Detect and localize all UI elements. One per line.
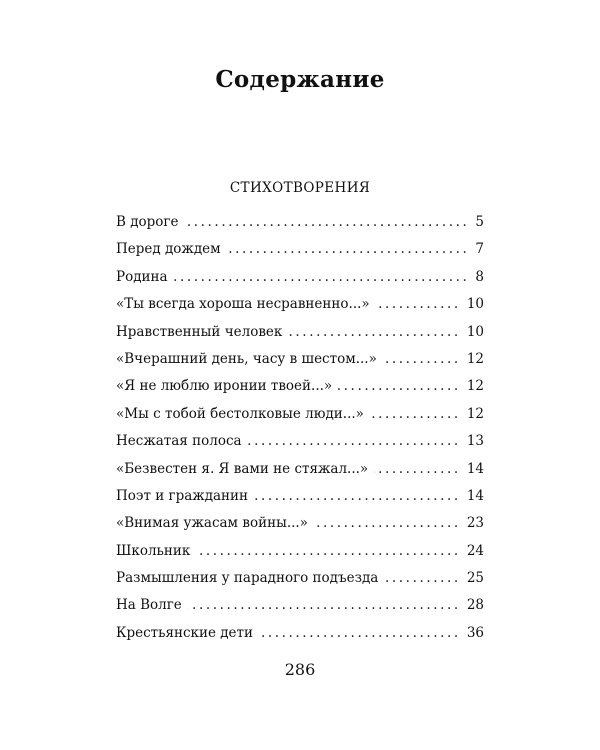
toc-dot-leader [376, 296, 461, 312]
toc-entry[interactable] [116, 406, 484, 433]
toc-entry[interactable] [116, 378, 484, 405]
toc-entry-page: 36 [466, 624, 484, 641]
toc-dot-leader [374, 461, 461, 477]
toc-entry[interactable] [116, 488, 484, 515]
toc-entry[interactable] [116, 570, 484, 597]
toc-entry-title: «Я не люблю иронии твоей...» [116, 378, 333, 395]
toc-dot-leader [314, 515, 461, 531]
toc-entry[interactable] [116, 433, 484, 460]
toc-dot-leader [188, 597, 461, 613]
toc-entry-page: 12 [466, 378, 484, 395]
toc-entry-page: 28 [466, 597, 484, 614]
toc-entry-title: «Безвестен я. Я вами не стяжал...» [116, 460, 369, 477]
toc-entry[interactable] [116, 597, 484, 624]
toc-entry[interactable] [116, 324, 484, 351]
toc-entry-title: Нравственный человек [116, 323, 283, 340]
toc-dot-leader [259, 625, 461, 641]
toc-entry[interactable] [116, 269, 484, 296]
toc-entry-page: 12 [466, 405, 484, 422]
toc-dot-leader [196, 543, 460, 559]
toc-entry[interactable] [116, 241, 484, 268]
table-of-contents [116, 214, 484, 652]
toc-entry-page: 23 [466, 515, 484, 532]
toc-entry-title: На Волге [116, 597, 182, 614]
section-title: СТИХОТВОРЕНИЯ [229, 180, 371, 196]
toc-entry-page: 12 [466, 350, 484, 367]
toc-dot-leader [338, 378, 461, 394]
toc-entry-page: 14 [466, 487, 484, 504]
toc-entry[interactable] [116, 543, 484, 570]
toc-entry-page: 24 [466, 542, 484, 559]
toc-entry-title: В дороге [116, 214, 179, 230]
toc-entry[interactable] [116, 214, 484, 241]
toc-entry-title: Родина [116, 268, 168, 285]
toc-entry-title: Перед дождем [116, 241, 221, 258]
toc-entry-title: Школьник [116, 542, 191, 559]
toc-dot-leader [288, 324, 460, 340]
toc-entry-title: «Вчерашний день, часу в шестом...» [116, 350, 377, 367]
toc-entry-page: 5 [475, 214, 484, 230]
toc-dot-leader [184, 214, 469, 230]
toc-entry-title: «Мы с тобой бестолковые люди...» [116, 405, 364, 422]
toc-entry[interactable] [116, 625, 484, 652]
toc-entry-page: 14 [466, 460, 484, 477]
toc-entry[interactable] [116, 461, 484, 488]
toc-entry-title: «Внимая ужасам войны...» [116, 515, 308, 532]
toc-dot-leader [254, 488, 461, 504]
toc-entry-title: Поэт и гражданин [116, 487, 249, 504]
toc-dot-leader [248, 433, 461, 449]
toc-entry[interactable] [116, 296, 484, 323]
toc-entry-title: Несжатая полоса [116, 433, 242, 450]
toc-entry-page: 10 [466, 323, 484, 340]
toc-entry-page: 8 [475, 268, 484, 285]
toc-entry[interactable] [116, 515, 484, 542]
toc-dot-leader [174, 269, 470, 285]
toc-entry-title: Крестьянские дети [116, 624, 254, 641]
toc-entry-page: 7 [475, 241, 484, 258]
toc-dot-leader [384, 570, 461, 586]
toc-entry-title: Размышления у парадного подъезда [116, 570, 379, 587]
toc-entry[interactable] [116, 351, 484, 378]
page-number: 286 [284, 660, 316, 679]
toc-entry-page: 10 [466, 296, 484, 313]
toc-dot-leader [370, 406, 461, 422]
toc-dot-leader [227, 241, 470, 257]
toc-entry-page: 13 [466, 433, 484, 450]
toc-entry-page: 25 [466, 570, 484, 587]
page-title: Содержание [215, 66, 385, 93]
toc-dot-leader [383, 351, 461, 367]
toc-entry-title: «Ты всегда хороша несравненно...» [116, 296, 370, 313]
